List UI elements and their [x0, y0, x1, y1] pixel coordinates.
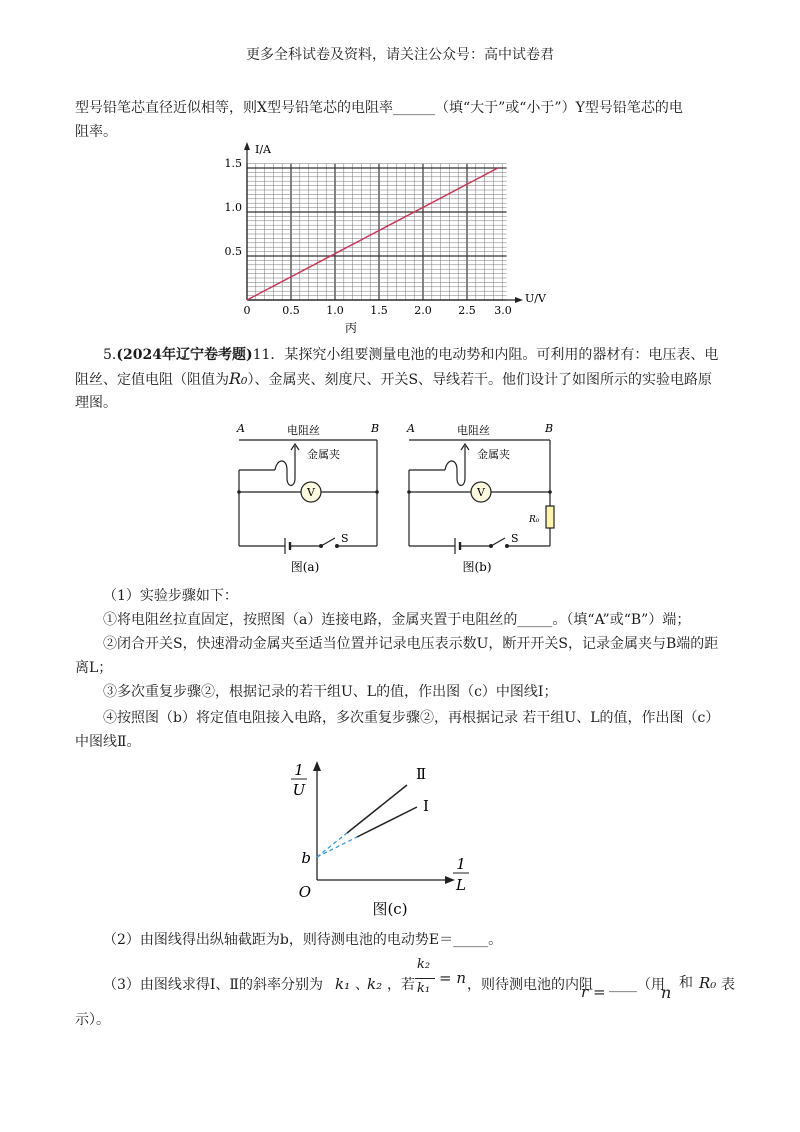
q5-text-2b: ）、金属夹、刻度尺、开关S、导线若干。他们设计了如图所示的实验电路原: [247, 372, 713, 388]
q3-r-eq: r =: [581, 983, 606, 1001]
q5-r0: R₀: [229, 369, 248, 388]
iu-x-tick-1.0: 1.0: [326, 304, 344, 317]
iu-x-tick-1.5: 1.5: [370, 304, 388, 317]
circuit-a-wire-label: 电阻丝: [287, 424, 320, 437]
q3-ratio-num: k₂: [417, 957, 431, 972]
steps-title: （1）实验步骤如下：: [103, 588, 238, 604]
q3-k1: k₁: [335, 975, 351, 993]
step-3: ③多次重复步骤②，根据记录的若干组U、L的值，作出图（c）中图线Ⅰ；: [103, 684, 558, 700]
q3-part-2: ，若: [387, 977, 415, 993]
circuit-a-label-a: A: [237, 422, 245, 435]
graph-c-x-den: L: [456, 876, 466, 894]
graph-c-line-2: [347, 785, 407, 833]
q3-line-1: [75, 955, 735, 1005]
graph-c-caption: 图(c): [372, 900, 408, 918]
graph-c-line-2-dashed: [317, 833, 347, 857]
circuit-b-label-b: B: [545, 422, 554, 435]
intro-line-2: 阻率。: [75, 124, 117, 140]
q3-he: 和: [679, 975, 693, 991]
q3-part-3: ，则待测电池的内阻: [467, 977, 593, 993]
iu-x-tick-2.0: 2.0: [414, 304, 432, 317]
q5-source: (2024年辽宁卷考题): [116, 347, 253, 363]
circuit-a-clip-label: 金属夹: [307, 448, 340, 461]
q5-text-1: 11．某探究小组要测量电池的电动势和内阻。可利用的器材有：电压表、电: [252, 347, 719, 363]
circuit-a-caption: 图(a): [290, 560, 320, 574]
iu-graph: [224, 140, 546, 340]
q3-part-4: ____（用: [609, 977, 665, 993]
graph-c-line-1-label: Ⅰ: [423, 797, 429, 815]
circuit-b-wire-label: 电阻丝: [457, 424, 490, 437]
graph-c-x-num: 1: [456, 855, 466, 873]
circuit-b-caption: 图(b): [462, 560, 492, 574]
circuit-a: [225, 418, 395, 578]
circuit-b: [395, 418, 570, 578]
q3-ratio-bar: [415, 978, 435, 979]
iu-x-tick-0.5: 0.5: [282, 304, 300, 317]
iu-x-axis-label: U/V: [525, 292, 546, 305]
graph-c: [285, 755, 495, 925]
graph-c-line-1: [357, 807, 417, 837]
q3-n: n: [661, 983, 672, 1002]
graph-c-y-den: U: [292, 781, 306, 799]
page-header: 更多全科试卷及资料，请关注公众号：高中试卷君: [246, 47, 554, 63]
circuit-a-switch-label: S: [341, 532, 349, 545]
circuit-b-switch-label: S: [511, 532, 519, 545]
q5-line-1: [75, 343, 735, 367]
q3-eq-n: = n: [439, 969, 466, 987]
graph-c-line-2-label: Ⅱ: [416, 765, 427, 783]
circuit-b-voltmeter: V: [477, 486, 485, 499]
iu-x-tick-0: 0: [243, 304, 251, 317]
graph-c-origin: O: [298, 883, 311, 901]
intro-line-1: 型号铅笔芯直径近似相等，则X型号铅笔芯的电阻率______（填“大于”或“小于”）Y型号铅笔芯的电: [75, 100, 683, 116]
circuit-a-voltmeter: V: [307, 486, 315, 499]
iu-y-tick-0.5: 0.5: [224, 245, 242, 258]
circuit-b-resistor-label: R₀: [529, 515, 540, 525]
circuit-a-label-b: B: [371, 422, 380, 435]
step-4-line-1: ④按照图（b）将定值电阻接入电路，多次重复步骤②，再根据记录 若干组U、L的值，作出图（c）: [103, 710, 720, 726]
q5-number: 5.: [103, 347, 117, 363]
step-2-line-1: ②闭合开关S，快速滑动金属夹至适当位置并记录电压表示数U，断开开关S，记录金属夹与B端的距: [103, 636, 719, 652]
step-2-line-2: 离L；: [75, 660, 113, 676]
iu-x-tick-2.5: 2.5: [458, 304, 476, 317]
iu-y-tick-1.0: 1.0: [224, 201, 242, 214]
step-4-line-2: 中图线Ⅱ。: [75, 734, 141, 750]
q5-line-2: [75, 367, 735, 392]
q3-line-2: 示）。: [75, 1012, 110, 1028]
q2-text: （2）由图线得出纵轴截距为b，则待测电池的电动势E＝_____。: [103, 932, 503, 948]
graph-c-intercept: b: [301, 849, 311, 867]
q5-line-3: 理图。: [75, 395, 117, 411]
circuit-b-label-a: A: [407, 422, 415, 435]
q5-text-2a: 阻丝、定值电阻（阻值为: [75, 372, 229, 388]
circuit-b-clip-label: 金属夹: [477, 448, 510, 461]
step-1: ①将电阻丝拉直固定，按照图（a）连接电路，金属夹置于电阻丝的_____。（填“A”或“B”）端；: [103, 612, 691, 628]
graph-c-line-1-dashed: [317, 837, 357, 857]
q3-part-1: （3）由图线求得Ⅰ、Ⅱ的斜率分别为: [103, 977, 323, 993]
q3-sep: 、: [355, 977, 369, 993]
q3-part-5: 表: [721, 977, 735, 993]
iu-y-axis-label: I/A: [255, 143, 271, 156]
q3-ratio-den: k₁: [417, 981, 431, 996]
iu-x-tick-3.0: 3.0: [494, 304, 512, 317]
q3-k2: k₂: [367, 975, 383, 993]
iu-y-tick-1.5: 1.5: [224, 157, 242, 170]
graph-c-y-num: 1: [294, 761, 304, 779]
q3-r0: R₀: [699, 974, 717, 992]
iu-caption: 丙: [344, 321, 358, 335]
